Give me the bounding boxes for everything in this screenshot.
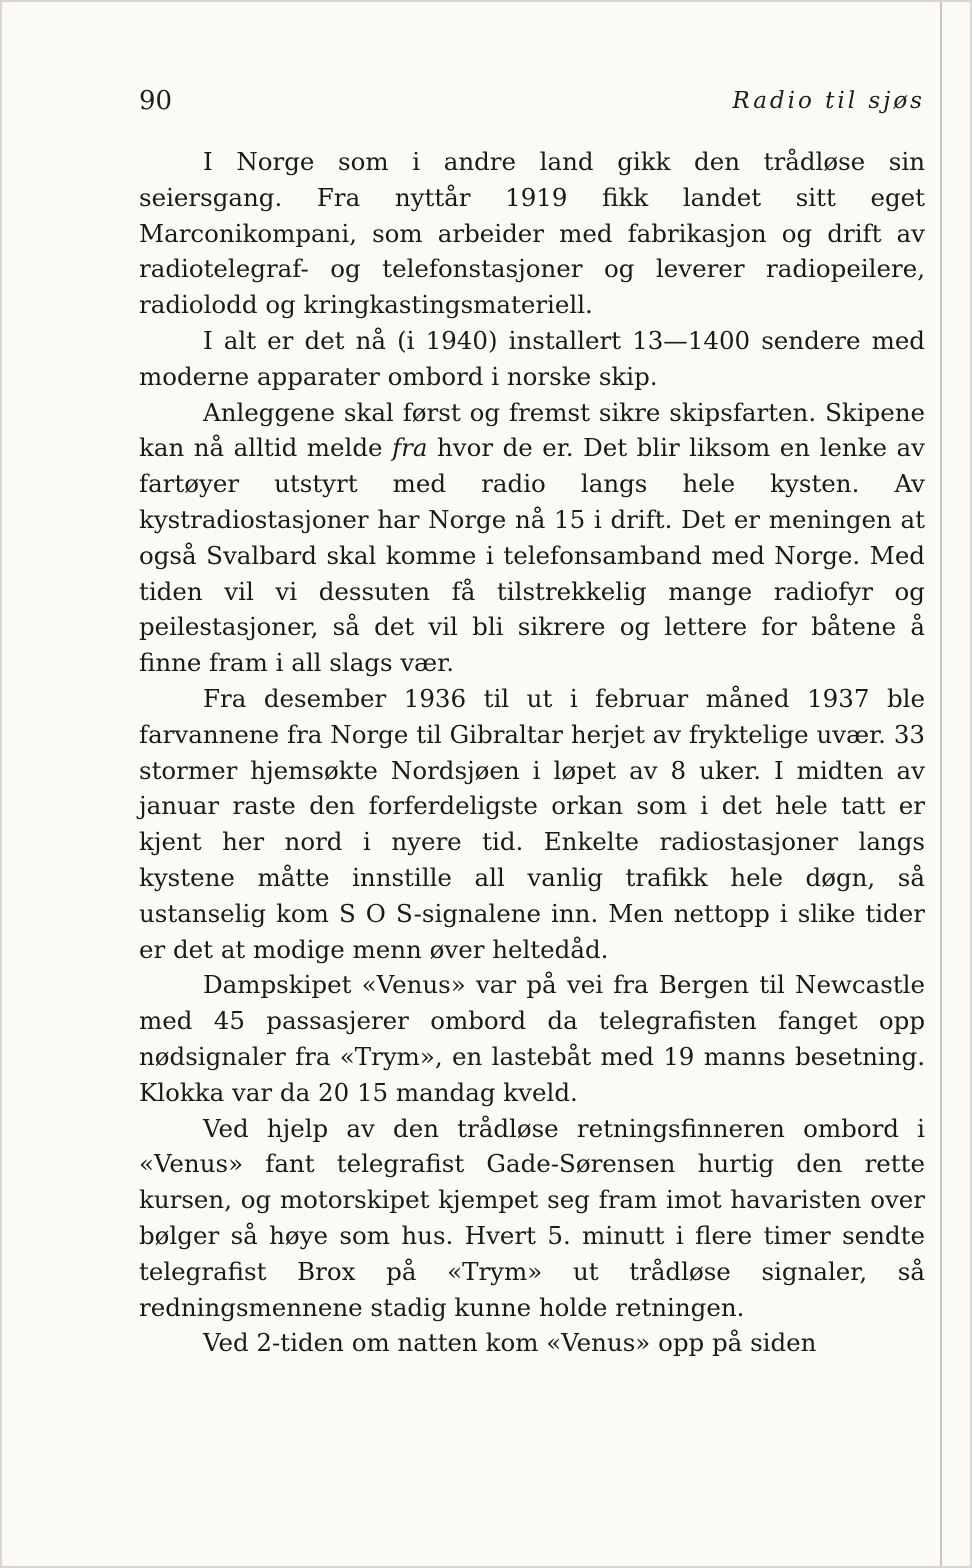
paragraph	[139, 395, 925, 681]
paragraph: Fra desember 1936 til ut i februar måned 1937 ble farvannene fra Norge til Gibraltar herjet av fryktelige uvær. 33 stormer hjemsøkte Nordsjøen i løpet av 8 uker. I midten av januar raste den forferdeligste orkan som i det hele tatt er kjent her nord i nyere tid. Enkelte radiostasjoner langs kystene måtte innstille all vanlig trafikk hele døgn, så ustanselig kom S O S-signalene inn. Men nettopp i slike tider er det at modige menn øver heltedåd.	[139, 683, 925, 964]
paragraph: Dampskipet «Venus» var på vei fra Bergen til Newcastle med 45 passasjerer ombord da telegrafisten fanget opp nødsignaler fra «Trym», en lastebåt med 19 manns besetning. Klokka var da 20 15 mandag kveld.	[139, 970, 925, 1107]
page-edge	[940, 2, 942, 1568]
paragraph: I Norge som i andre land gikk den trådløse sin seiersgang. Fra nyttår 1919 fikk landet sitt eget Marconikompani, som arbeider med fabrikasjon og drift av radiotelegraf- og telefonstasjoner og leverer radiopeilere, radiolodd og kringkastingsmateriell.	[139, 147, 925, 320]
paragraph-text: hvor de er. Det blir liksom en lenke av fartøyer utstyrt med radio langs hele kysten. Av kystradiostasjoner har Norge nå 15 i drift. Det er meningen at også Svalbard skal komme i telefonsamband med Norge. Med tiden vil vi dessuten få tilstrekkelig mange radiofyr og peilestasjoner, så det vil bli sikrere og lettere for båtene å finne fram i all slags vær.	[139, 433, 925, 678]
italic-word: fra	[392, 433, 428, 463]
page-header	[139, 86, 925, 122]
page-number: 90	[139, 86, 173, 116]
paragraph: Ved 2-tiden om natten kom «Venus» opp på siden	[203, 1328, 817, 1358]
paragraph: I alt er det nå (i 1940) installert 13—1400 sendere med moderne apparater ombord i norske skip.	[139, 325, 925, 391]
paragraph: Ved hjelp av den trådløse retningsfinneren ombord i «Venus» fant telegrafist Gade-Sørensen hurtig den rette kursen, og motorskipet kjempet seg fram imot havaristen over bølger så høye som hus. Hvert 5. minutt i flere timer sendte telegrafist Brox på «Trym» ut trådløse signaler, så redningsmennene stadig kunne holde retningen.	[139, 1113, 925, 1322]
running-title: Radio til sjøs	[732, 88, 925, 114]
paragraph-text: Anleggene skal først og fremst sikre skipsfarten. Skipene kan nå alltid melde	[139, 397, 925, 463]
body-text	[139, 144, 925, 1361]
